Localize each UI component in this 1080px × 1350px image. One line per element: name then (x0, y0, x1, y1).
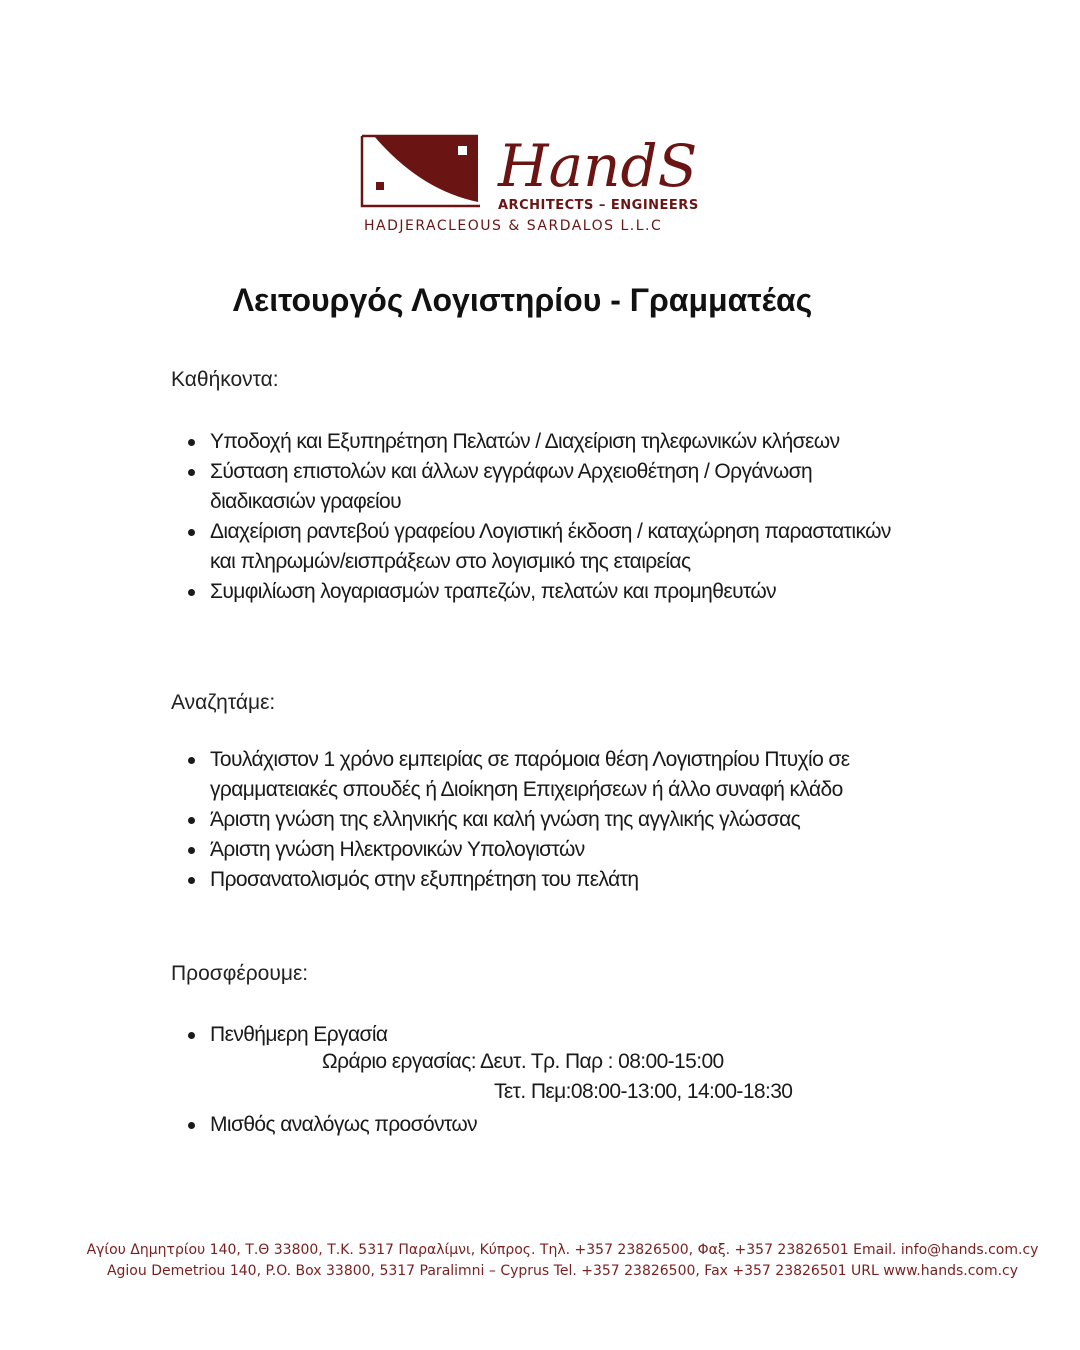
schedule-line-1: Ωράριο εργασίας: Δευτ. Τρ. Παρ : 08:00-15:00 (322, 1050, 724, 1073)
requirements-heading: Αναζητάμε: (171, 691, 276, 714)
duties-list (188, 427, 908, 607)
duties-heading: Καθήκοντα: (171, 368, 279, 391)
list-item: Συμφιλίωση λογαριασμών τραπεζών, πελατών και προμηθευτών (188, 577, 908, 607)
list-item: Άριστη γνώση Ηλεκτρονικών Υπολογιστών (188, 835, 908, 865)
list-item: Προσανατολισμός στην εξυπηρέτηση του πελάτη (188, 865, 908, 895)
company-logo (360, 120, 700, 240)
offer-list-1 (188, 1020, 908, 1050)
page-title: Λειτουργός Λογιστηρίου - Γραμματέας (232, 282, 813, 318)
offer-heading: Προσφέρουμε: (171, 962, 309, 985)
list-item: Τουλάχιστον 1 χρόνο εμπειρίας σε παρόμοια θέση Λογιστηρίου Πτυχίο σε γραμματειακές σπουδές ή Διοίκηση Επιχειρήσεων ή άλλο συναφή κλάδο (188, 745, 908, 805)
list-item: Υποδοχή και Εξυπηρέτηση Πελατών / Διαχείριση τηλεφωνικών κλήσεων (188, 427, 908, 457)
requirements-list (188, 745, 908, 895)
logo-wordmark: HandS (498, 132, 698, 200)
schedule-line-2: Τετ. Πεμ:08:00-13:00, 14:00-18:30 (494, 1080, 793, 1103)
logo-tagline: ARCHITECTS – ENGINEERS (498, 198, 699, 213)
footer-address-english: Agiou Demetriou 140, P.O. Box 33800, 5317 Paralimni – Cyprus Tel. +357 23826500, Fax +357 23826501 URL www.hands.com.cy (106, 1263, 1019, 1279)
footer-address-greek: Αγίου Δημητρίου 140, Τ.Θ 33800, Τ.Κ. 5317 Παραλίμνι, Κύπρος. Τηλ. +357 23826500, Φαξ. +357 23826501 Email. info@hands.com.cy (86, 1242, 1039, 1258)
offer-list-2 (188, 1110, 908, 1140)
list-item: Πενθήμερη Εργασία (188, 1020, 908, 1050)
list-item: Άριστη γνώση της ελληνικής και καλή γνώση της αγγλικής γλώσσας (188, 805, 908, 835)
list-item: Σύσταση επιστολών και άλλων εγγράφων Αρχειοθέτηση / Οργάνωση διαδικασιών γραφείου (188, 457, 908, 517)
list-item: Μισθός αναλόγως προσόντων (188, 1110, 908, 1140)
list-item: Διαχείριση ραντεβού γραφείου Λογιστική έκδοση / καταχώρηση παραστατικών και πληρωμών/εισπράξεων στο λογισμικό της εταιρείας (188, 517, 908, 577)
logo-company-name: HADJERACLEOUS & SARDALOS L.L.C (364, 218, 663, 234)
